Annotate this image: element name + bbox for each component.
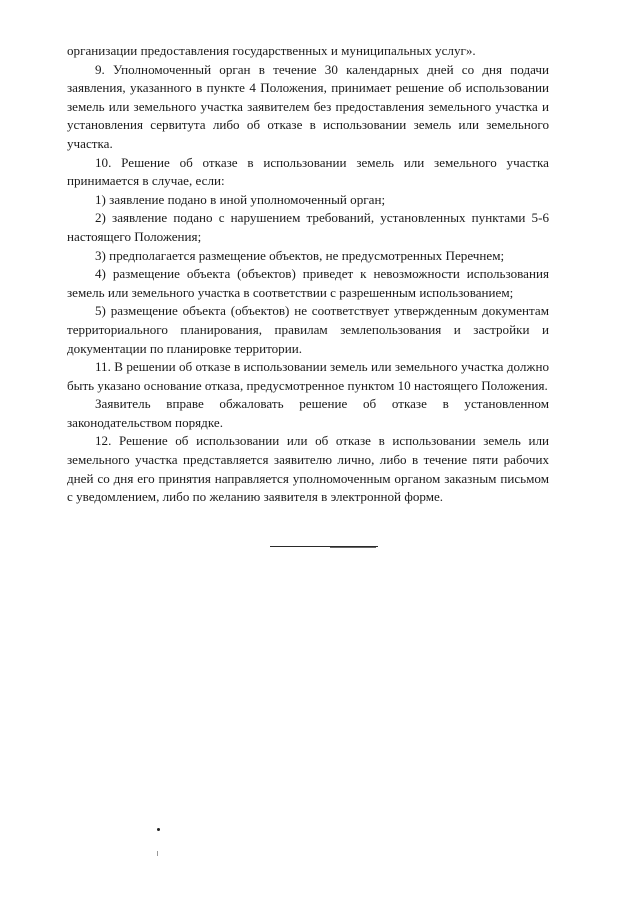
document-body	[67, 42, 549, 507]
list-item-4: 4) размещение объекта (объектов) приведет к невозможности использования земель или земельного участка в соответствии с разрешенным использованием;	[67, 266, 549, 300]
paragraph-12: 12. Решение об использовании или об отказе в использовании земель или земельного участка представляется заявителю лично, либо в течение пяти рабочих дней со дня его принятия направляется уполномоченным органом заказным письмом с уведомлением, либо по желанию заявителя в электронной форме.	[67, 433, 549, 505]
list-item-3: 3) предполагается размещение объектов, не предусмотренных Перечнем;	[95, 247, 505, 263]
paragraph-9: 9. Уполномоченный орган в течение 30 календарных дней со дня подачи заявления, указанного в пункте 4 Положения, принимает решение об использовании земель или земельного участка заявителем без предоставления земельного участка и установления сервитута либо об отказе в использовании земель или земельного участка.	[67, 61, 549, 151]
paragraph-10: 10. Решение об отказе в использовании земель или земельного участка принимается в случае, если:	[67, 154, 549, 189]
paragraph-11: 11. В решении об отказе в использовании земель или земельного участка должно быть указано основание отказа, предусмотренное пунктом 10 настоящего Положения.	[67, 359, 549, 393]
paragraph-continuation: организации предоставления государственных и муниципальных услуг».	[67, 43, 476, 58]
end-separator-line	[270, 546, 378, 547]
scan-dot-mark	[157, 828, 160, 831]
scan-tick-mark	[157, 851, 158, 856]
paragraph-appeal: Заявитель вправе обжаловать решение об отказе в установленном законодательством порядке.	[67, 396, 549, 430]
list-item-5: 5) размещение объекта (объектов) не соответствует утвержденным документам территориального планирования, правилам землепользования и застройки и документации по планировке территории.	[67, 303, 549, 356]
list-item-1: 1) заявление подано в иной уполномоченный орган;	[95, 191, 386, 207]
list-item-2: 2) заявление подано с нарушением требований, установленных пунктами 5-6 настоящего Положения;	[67, 210, 549, 244]
